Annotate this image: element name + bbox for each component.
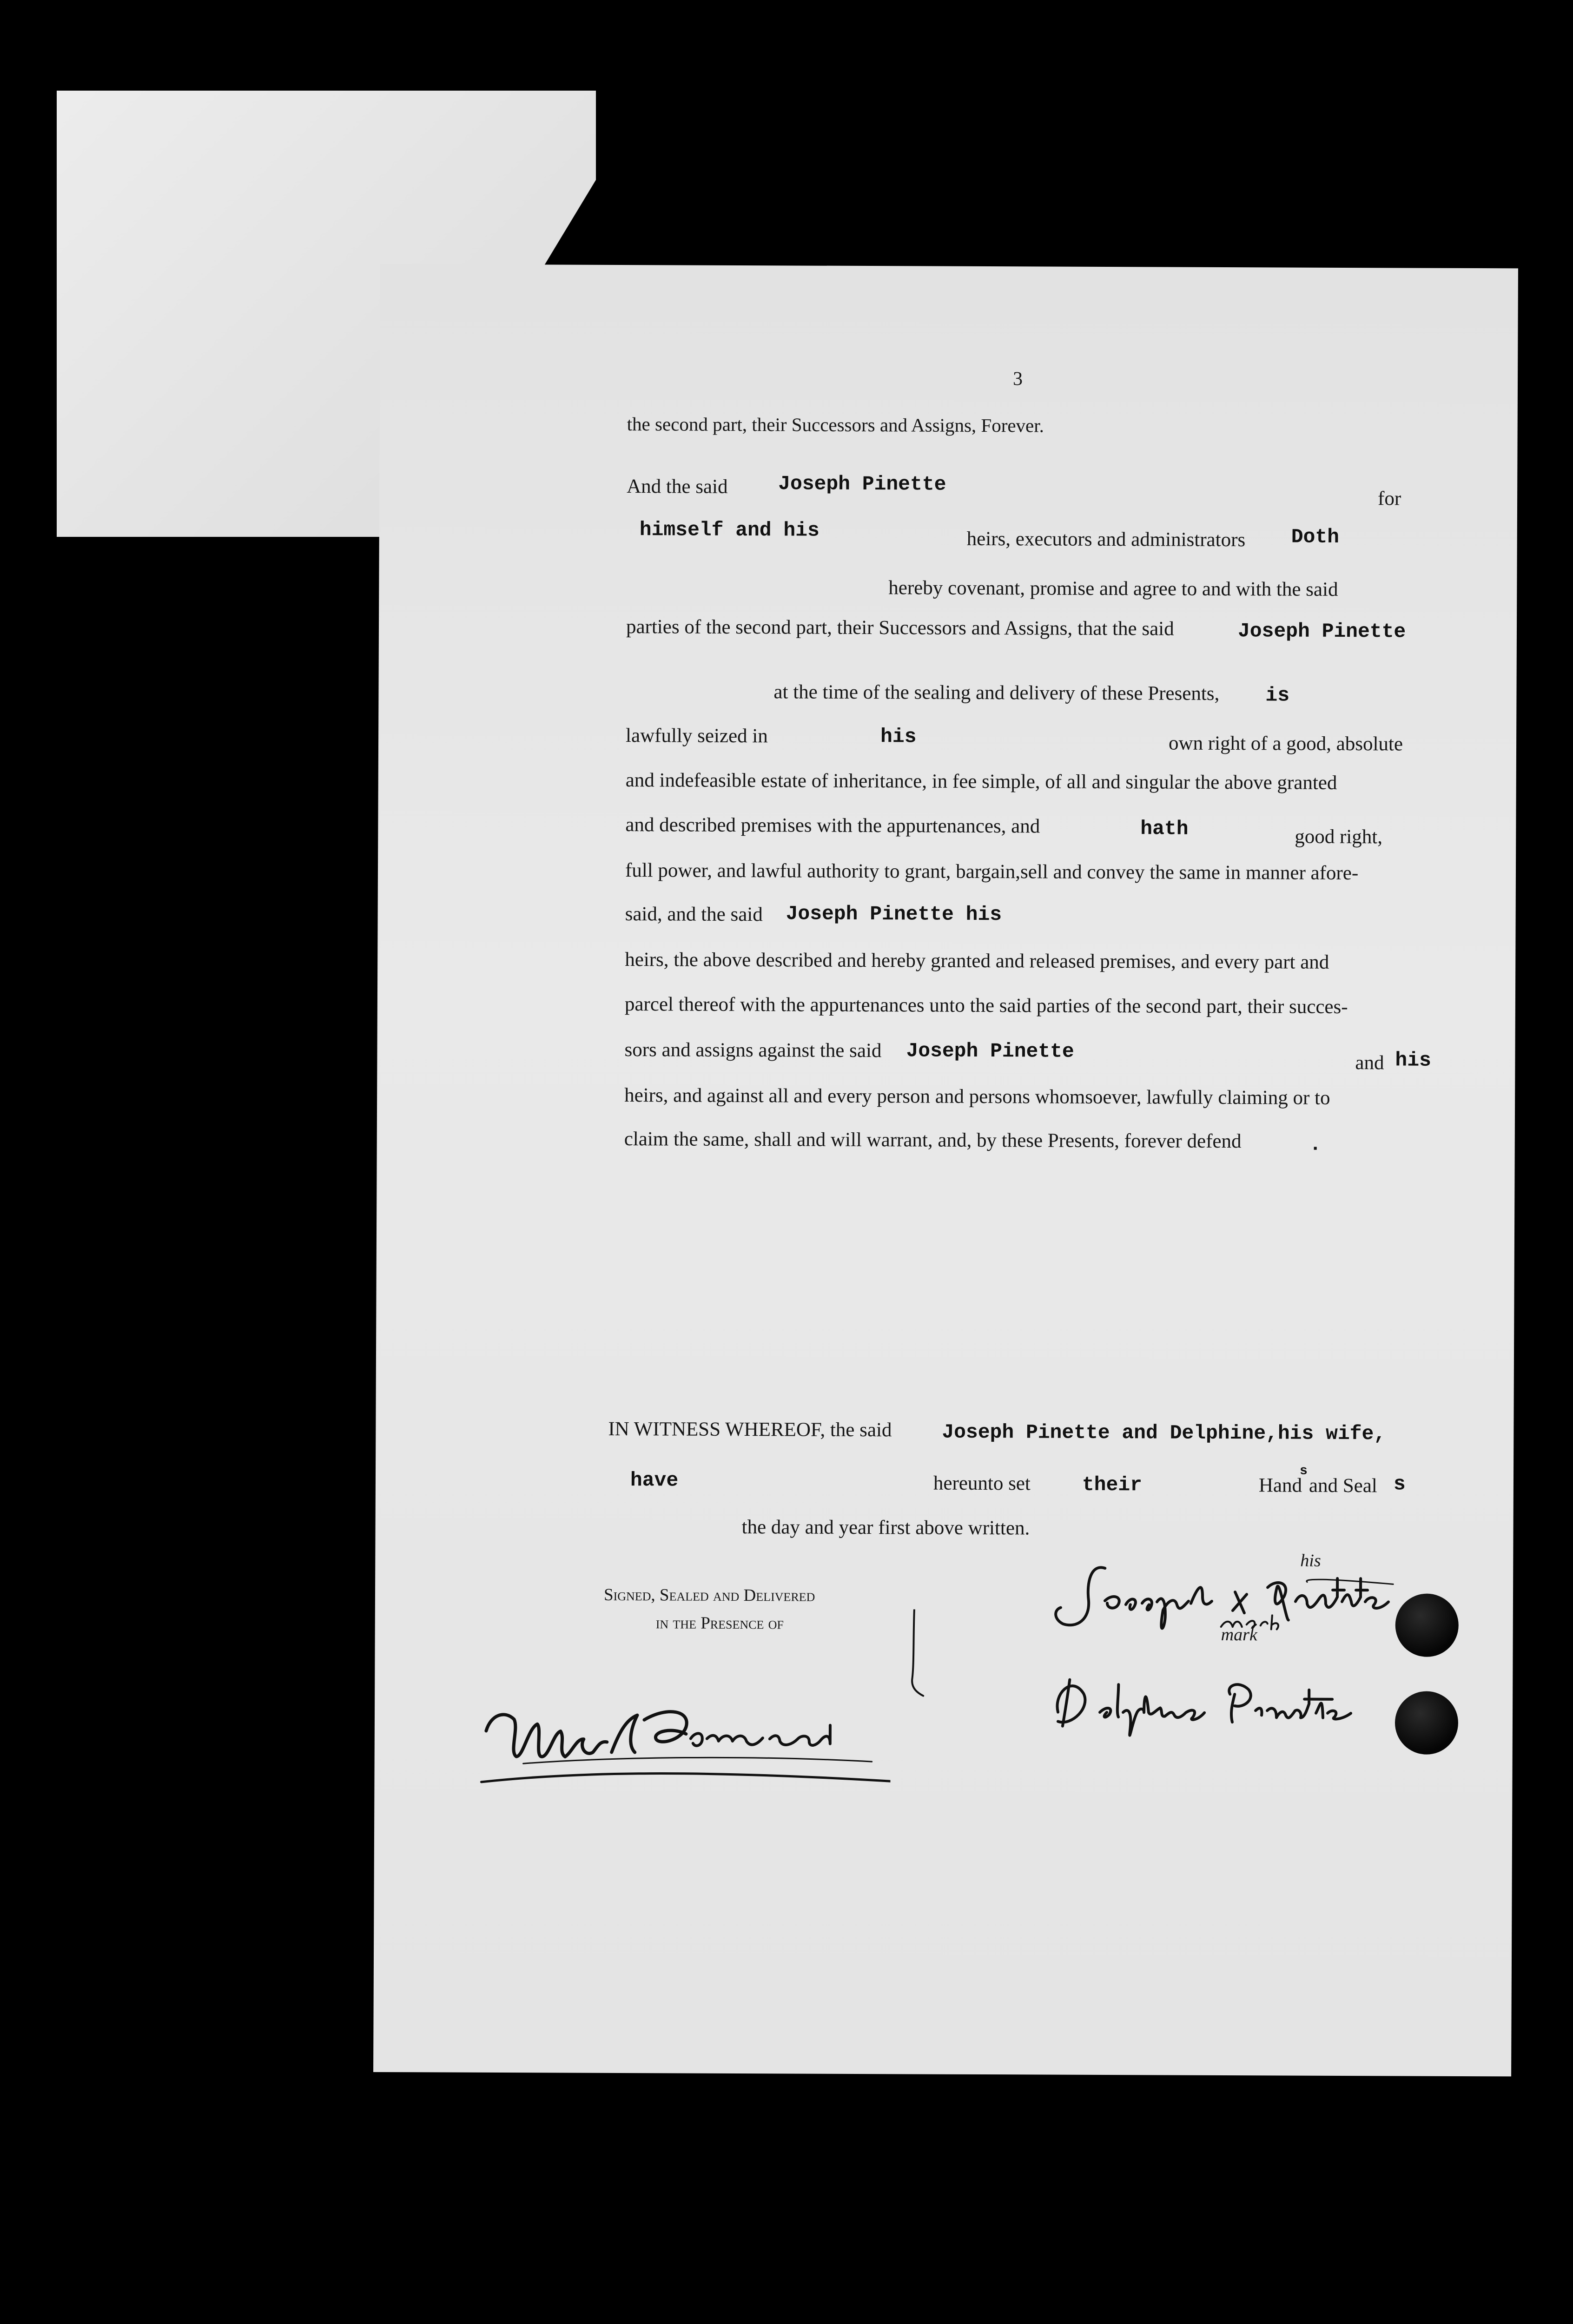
filled-his: his — [880, 725, 917, 748]
body-text: claim the same, shall and will warrant, and, by these Presents, forever defend — [624, 1128, 1242, 1153]
witness-text: the day and year first above written. — [741, 1516, 1030, 1539]
body-text: and indefeasible estate of inheritance, in fee simple, of all and singular the above granted — [625, 769, 1337, 794]
body-text: good right, — [1295, 825, 1383, 848]
body-text: sors and assigns against the said — [624, 1039, 882, 1062]
witness-text: and Seal — [1309, 1474, 1377, 1497]
filled-plural-s: s — [1299, 1464, 1308, 1479]
witness-text: IN WITNESS WHEREOF, the said — [608, 1418, 892, 1441]
filled-grantor-name: Joseph Pinette his — [786, 902, 1002, 926]
body-text: for — [1377, 488, 1401, 510]
mark-label-his: his — [1300, 1551, 1321, 1571]
witness-text: hereunto set — [933, 1472, 1031, 1495]
body-text: parties of the second part, their Successors and Assigns, that the said — [626, 616, 1174, 640]
attestation-bracket — [909, 1609, 928, 1697]
body-text: heirs, the above described and hereby granted and released premises, and every part and — [625, 949, 1329, 973]
body-text: said, and the said — [625, 903, 763, 926]
delphine-signature — [1044, 1666, 1398, 1760]
filled-himself-and-his: himself and his — [639, 518, 820, 542]
body-text: and — [1355, 1052, 1384, 1074]
wax-seal — [1395, 1691, 1459, 1755]
filled-grantor-name: Joseph Pinette — [906, 1039, 1074, 1063]
body-line-1: the second part, their Successors and Assigns, Forever. — [627, 413, 1044, 436]
body-text: own right of a good, absolute — [1168, 732, 1403, 755]
witness-text: Hand — [1258, 1474, 1302, 1497]
filled-grantors: Joseph Pinette and Delphine,his wife, — [942, 1420, 1386, 1446]
page-number: 3 — [1012, 368, 1023, 390]
wax-seal — [1395, 1593, 1459, 1657]
filled-period: . — [1309, 1133, 1322, 1156]
witness-signature — [472, 1687, 891, 1837]
grantor-signature-mark — [1035, 1549, 1416, 1662]
body-text: heirs, executors and administrators — [966, 528, 1246, 551]
body-text: hereby covenant, promise and agree to and with the said — [888, 577, 1338, 601]
body-text: lawfully seized in — [626, 725, 768, 747]
filled-have: have — [630, 1469, 679, 1492]
filled-doth: Doth — [1291, 525, 1340, 548]
filled-grantor-name: Joseph Pinette — [1237, 620, 1406, 643]
body-text: heirs, and against all and every person and persons whomsoever, lawfully claiming or to — [624, 1084, 1330, 1109]
deed-page — [373, 264, 1518, 2076]
body-text: full power, and lawful authority to grant, bargain,sell and convey the same in manner afore- — [625, 859, 1359, 885]
body-text: parcel thereof with the appurtenances unto the said parties of the second part, their succes- — [624, 993, 1348, 1018]
attestation-heading: in the Presence of — [655, 1613, 784, 1633]
filled-grantor-name: Joseph Pinette — [778, 472, 946, 496]
filled-their: their — [1082, 1473, 1143, 1497]
filled-plural-s: s — [1393, 1472, 1406, 1496]
body-text: And the said — [627, 475, 728, 498]
body-text: and described premises with the appurtenances, and — [625, 814, 1040, 838]
filled-his: his — [1395, 1049, 1431, 1072]
filled-hath: hath — [1140, 817, 1189, 840]
attestation-heading: Signed, Sealed and Delivered — [603, 1585, 815, 1605]
filled-is: is — [1265, 684, 1290, 707]
body-text: at the time of the sealing and delivery of these Presents, — [773, 681, 1220, 705]
mark-label-mark: mark — [1221, 1624, 1257, 1645]
